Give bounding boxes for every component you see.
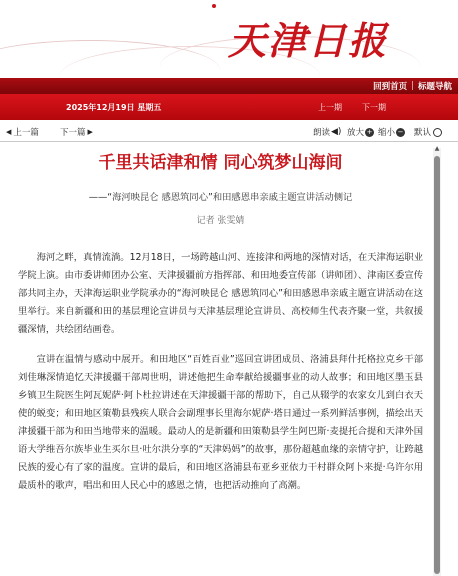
prev-article-button[interactable]: [4, 126, 39, 138]
read-aloud-button[interactable]: [313, 126, 342, 138]
issue-date: 2025年12月19日 星期五: [66, 103, 162, 112]
next-article-label: 下一篇: [60, 128, 86, 138]
article-paragraph: 海河之畔，真情流淌。12月18日，一场跨越山河、连接津和两地的深情对话，在天津海运职业学院上演。由市委讲师团办公室、天津援疆前方指挥部、和田地委宣传部（讲师团）、津南区委宣传部共同主办，天津海运职业学院承办的“海河映昆仑 感恩筑同心”和田感恩串亲戚主题宣讲活动在这里举行。来自新疆和田的基层理论宣讲员与天津基层理论宣讲员、高校师生代表齐聚一堂，共叙援疆深情，共绘团结画卷。: [18, 252, 423, 335]
nav-separator: |: [411, 81, 414, 91]
top-nav-bar: [0, 78, 458, 94]
zoom-in-button[interactable]: [347, 126, 375, 138]
toolbar-divider: [0, 141, 458, 142]
article-title: 千里共话津和情 同心筑梦山海间: [98, 153, 343, 173]
scrollbar-thumb[interactable]: [434, 156, 440, 574]
prev-issue-link[interactable]: 上一期: [318, 103, 342, 112]
next-issue-link[interactable]: 下一期: [362, 103, 386, 112]
home-link[interactable]: 回到首页: [373, 82, 408, 92]
article-paragraph: 宣讲在温情与感动中展开。和田地区“百姓百业”巡回宣讲团成员、洛浦县拜什托格拉克乡干部刘佳琳深情追忆天津援疆干部周世明，讲述他把生命奉献给援疆事业的动人故事；和田地区墨玉县乡镇卫生院医生阿瓦妮萨·阿卜杜拉讲述在天津援疆干部的帮助下，自己从辍学的农家女儿到白衣天使的蜕变；和田地区策勒县残疾人联合会副理事长里海尔妮萨·塔日通过一系列鲜活事例，描绘出天津援疆干部为和田当地带来的温暖。最动人的是新疆和田策勒县学生阿巴斯·麦提托合提和天津外国语大学维吾尔族毕业生买尔旦·吐尔洪分享的“天津妈妈”的故事，那份超越血缘的亲情守护，让跨越民族的爱心有了家的温度。宣讲的最后，和田地区洛浦县布亚乡亚依力干村群众阿卜来提·乌许尔用最质朴的歌声，唱出和田人民心中的感恩之情，也把活动推向了高潮。: [18, 354, 423, 491]
default-size-label: 默认: [414, 128, 432, 138]
zoom-out-button[interactable]: [378, 126, 406, 138]
next-article-button[interactable]: [60, 126, 95, 138]
article-byline: 记者 张雯婧: [196, 216, 245, 226]
article-body: [18, 152, 423, 495]
logo-dot: [212, 4, 216, 8]
left-arrow-icon: ◀: [6, 128, 12, 136]
default-size-button[interactable]: [414, 126, 442, 138]
zoom-in-label: 放大: [347, 128, 365, 138]
article-toolbar: [0, 124, 458, 140]
article-subtitle: ——“海河映昆仑 感恩筑同心”和田感恩串亲戚主题宣讲活动侧记: [88, 192, 353, 203]
radio-icon: [433, 128, 442, 137]
zoom-in-icon: +: [366, 127, 373, 136]
newspaper-logo[interactable]: 天津日报: [228, 18, 389, 63]
title-nav-link[interactable]: 标题导航: [417, 82, 452, 92]
read-aloud-label: 朗读: [313, 128, 331, 138]
speaker-icon: ◀): [331, 127, 342, 137]
zoom-out-icon: −: [397, 127, 404, 136]
right-arrow-icon: ▶: [87, 128, 93, 136]
masthead: [0, 0, 458, 78]
scroll-up-arrow-icon[interactable]: ▲: [434, 145, 440, 152]
prev-article-label: 上一篇: [13, 128, 39, 138]
date-bar: [0, 94, 458, 120]
zoom-out-label: 缩小: [378, 128, 396, 138]
